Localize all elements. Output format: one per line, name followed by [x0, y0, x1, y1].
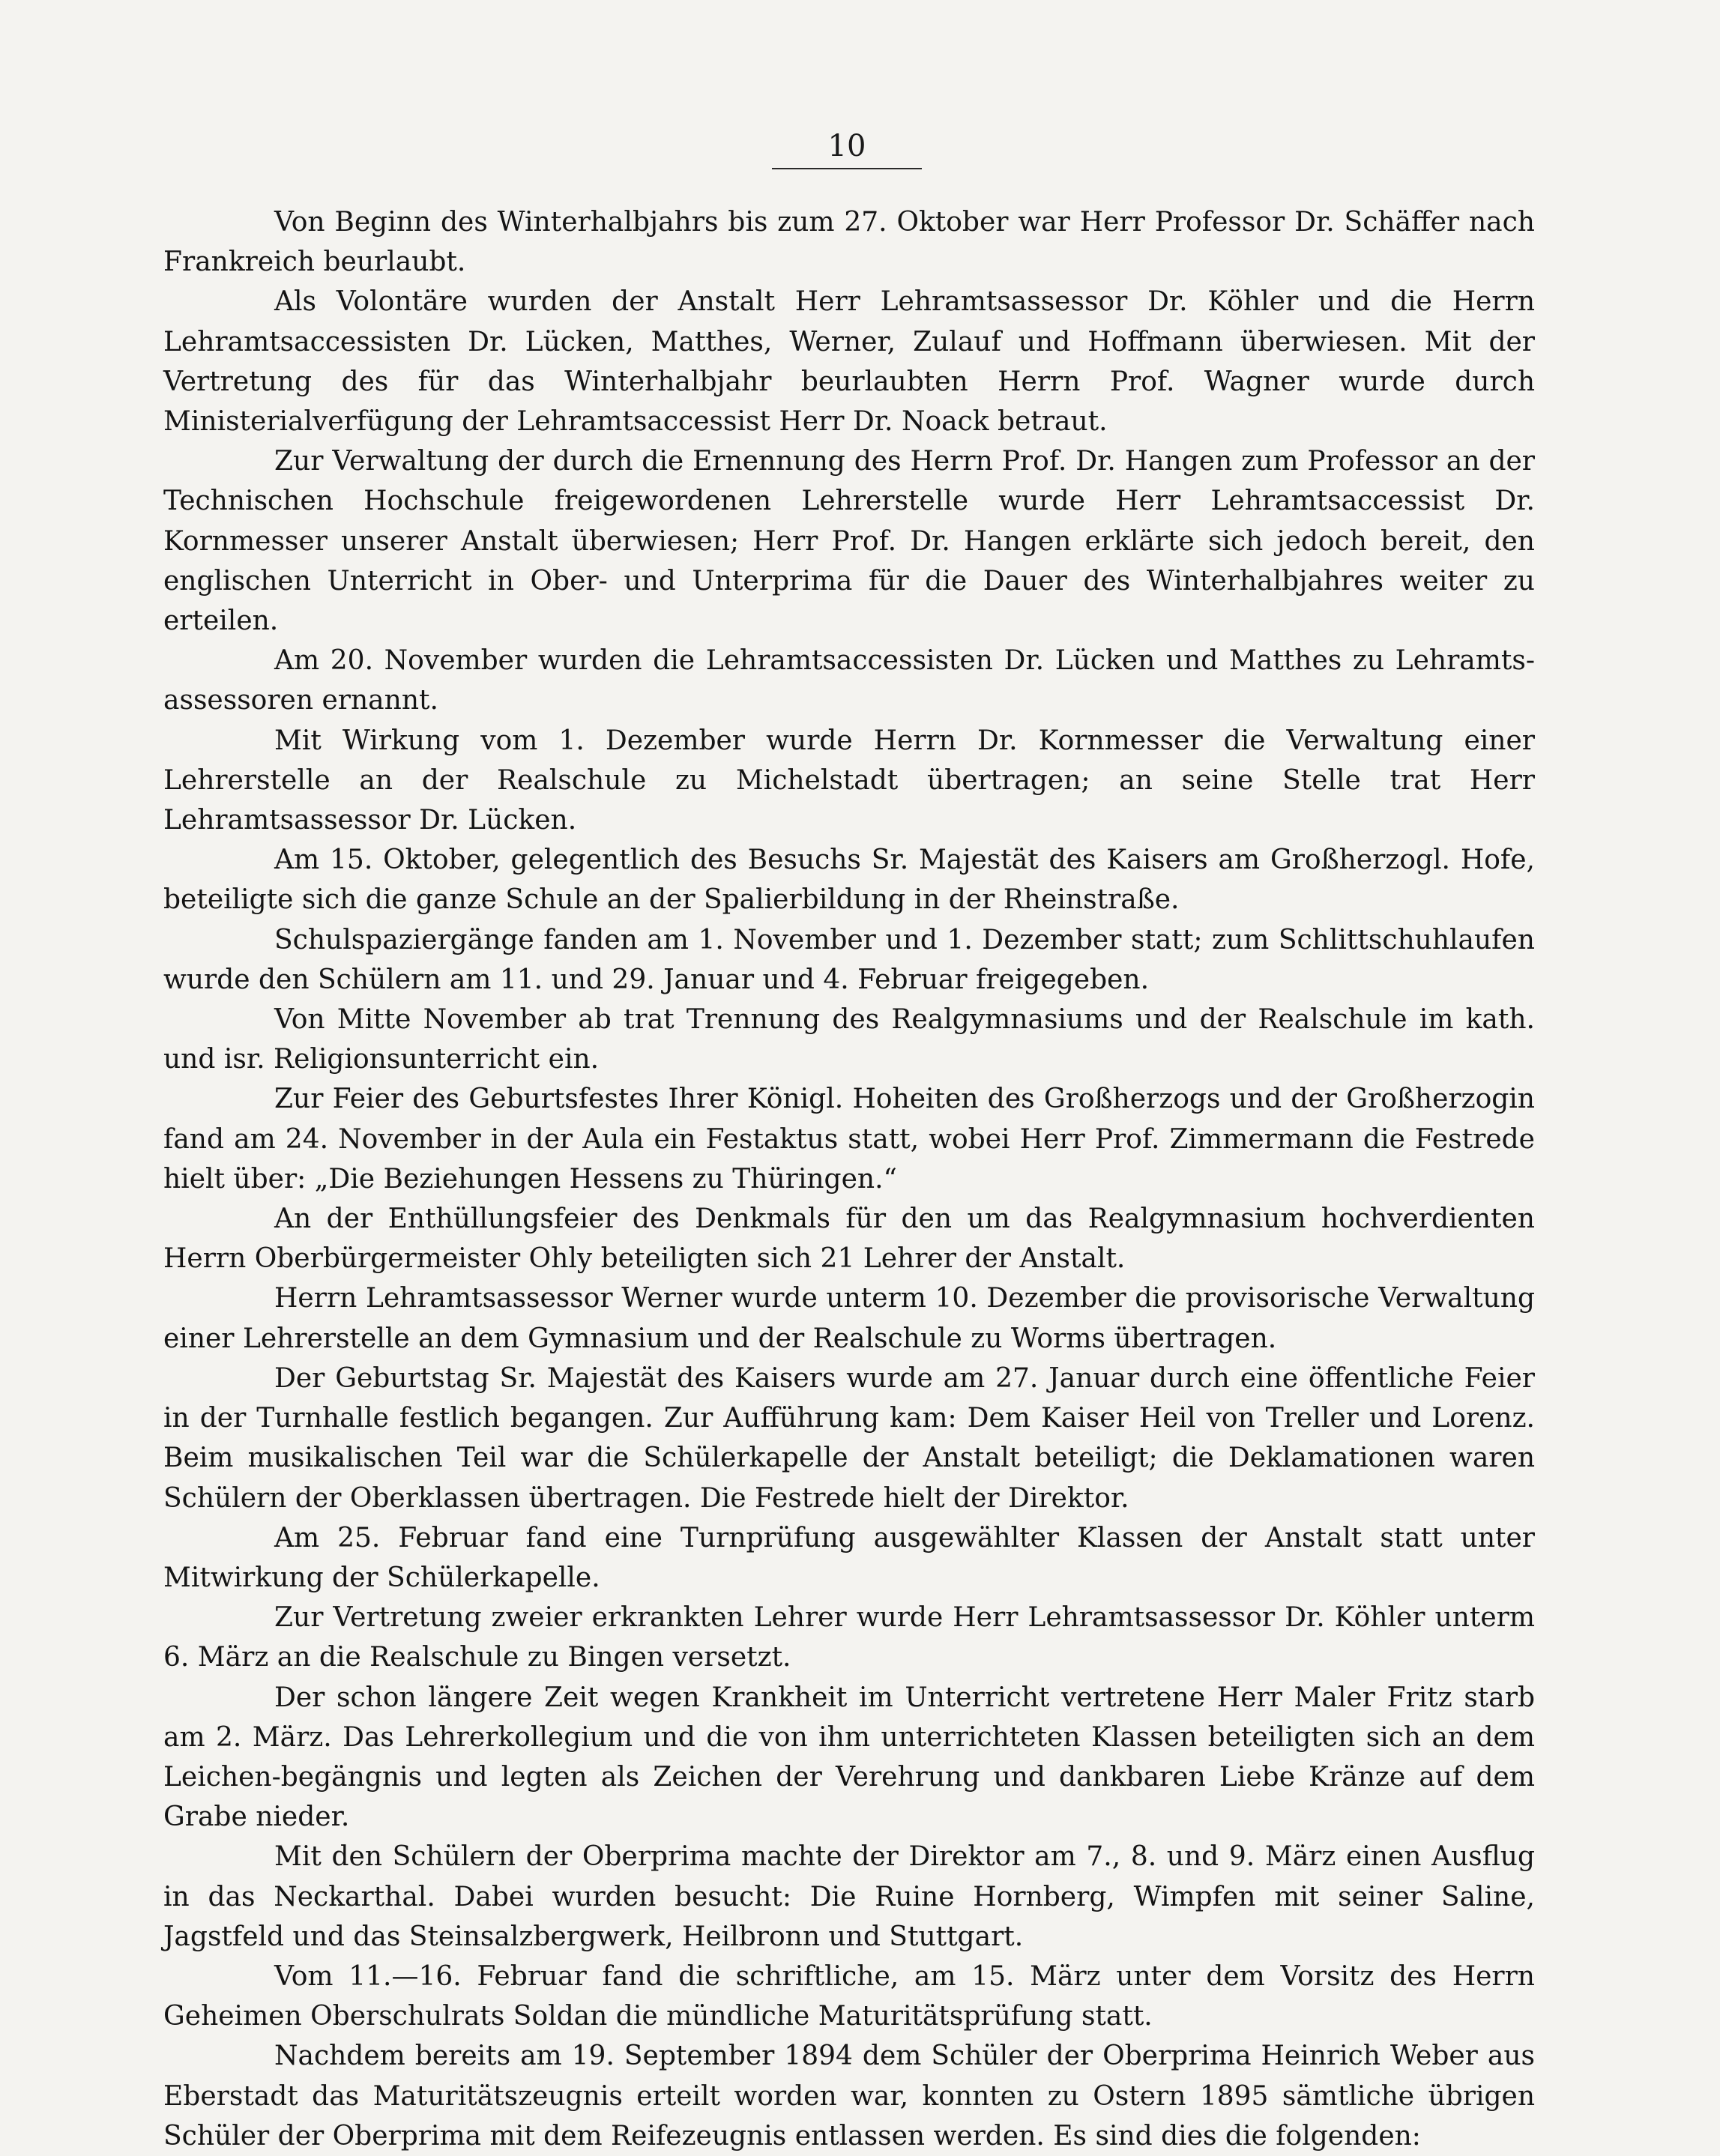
- page-number-rule: [772, 168, 922, 169]
- paragraph: Am 20. November wurden die Lehramtsaccessisten Dr. Lücken und Matthes zu Lehramts-assessoren ernannt.: [163, 645, 1535, 716]
- paragraph: Mit Wirkung vom 1. Dezember wurde Herrn Dr. Kornmesser die Verwaltung einer Lehrerstelle an der Realschule zu Michelstadt übertragen; an seine Stelle trat Herr Lehramtsassessor Dr. Lücken.: [163, 725, 1535, 836]
- paragraph: Am 15. Oktober, gelegentlich des Besuchs Sr. Majestät des Kaisers am Großherzogl. Hofe, beteiligte sich die ganze Schule an der Spalierbildung in der Rheinstraße.: [163, 845, 1535, 916]
- paragraph: An der Enthüllungsfeier des Denkmals für den um das Realgymnasium hochverdienten Herrn Oberbürgermeister Ohly beteiligten sich 21 Lehrer der Anstalt.: [163, 1204, 1535, 1275]
- paragraph: Herrn Lehramtsassessor Werner wurde unterm 10. Dezember die provisorische Verwaltung einer Lehrerstelle an dem Gymnasium und der Realschule zu Worms übertragen.: [163, 1283, 1535, 1354]
- paragraph: Der Geburtstag Sr. Majestät des Kaisers wurde am 27. Januar durch eine öffentliche Feier in der Turnhalle festlich begangen. Zur Aufführung kam: Dem Kaiser Heil von Treller und Lorenz. Beim musikalischen Teil war die Schülerkapelle der Anstalt beteiligt; die Deklamationen waren Schülern der Oberklassen übertragen. Die Festrede hielt der Direktor.: [163, 1362, 1535, 1514]
- paragraph: Mit den Schülern der Oberprima machte der Direktor am 7., 8. und 9. März einen Ausflug in das Neckarthal. Dabei wurden besucht: Die Ruine Hornberg, Wimpfen mit seiner Saline, Jagstfeld und das Steinsalzbergwerk, Heilbronn und Stuttgart.: [163, 1841, 1535, 1952]
- paragraph: Zur Verwaltung der durch die Ernennung des Herrn Prof. Dr. Hangen zum Professor an der Technischen Hochschule freigewordenen Lehrerstelle wurde Herr Lehramtsaccessist Dr. Kornmesser unserer Anstalt überwiesen; Herr Prof. Dr. Hangen erklärte sich jedoch bereit, den englischen Unterricht in Ober- und Unterprima für die Dauer des Winterhalbjahres weiter zu erteilen.: [163, 446, 1535, 637]
- paragraph: Der schon längere Zeit wegen Krankheit im Unterricht vertretene Herr Maler Fritz starb am 2. März. Das Lehrerkollegium und die von ihm unterrichteten Klassen beteiligten sich an dem Leichen-begängnis und legten als Zeichen der Verehrung und dankbaren Liebe Kränze auf dem Grabe nieder.: [163, 1682, 1535, 1833]
- paragraph: Schulspaziergänge fanden am 1. November und 1. Dezember statt; zum Schlittschuhlaufen wurde den Schülern am 11. und 29. Januar und 4. Februar freigegeben.: [163, 924, 1535, 995]
- paragraph: Als Volontäre wurden der Anstalt Herr Lehramtsassessor Dr. Köhler und die Herrn Lehramtsaccessisten Dr. Lücken, Matthes, Werner, Zulauf und Hoffmann überwiesen. Mit der Vertretung des für das Winterhalbjahr beurlaubten Herrn Prof. Wagner wurde durch Ministerialverfügung der Lehramtsaccessist Herr Dr. Noack betraut.: [163, 286, 1535, 438]
- paragraph: Am 25. Februar fand eine Turnprüfung ausgewählter Klassen der Anstalt statt unter Mitwirkung der Schülerkapelle.: [163, 1522, 1535, 1593]
- paragraph: Von Mitte November ab trat Trennung des Realgymnasiums und der Realschule im kath. und isr. Religionsunterricht ein.: [163, 1004, 1535, 1075]
- document-body: [163, 202, 1535, 2156]
- paragraph: Zur Vertretung zweier erkrankten Lehrer wurde Herr Lehramtsassessor Dr. Köhler unterm 6. März an die Realschule zu Bingen versetzt.: [163, 1602, 1535, 1673]
- paragraph: Nachdem bereits am 19. September 1894 dem Schüler der Oberprima Heinrich Weber aus Eberstadt das Maturitätszeugnis erteilt worden war, konnten zu Ostern 1895 sämtliche übrigen Schüler der Oberprima mit dem Reifezeugnis entlassen werden. Es sind dies die folgenden:: [163, 2041, 1535, 2152]
- paragraph: Von Beginn des Winterhalbjahrs bis zum 27. Oktober war Herr Professor Dr. Schäffer nach Frankreich beurlaubt.: [163, 207, 1535, 278]
- paragraph: Zur Feier des Geburtsfestes Ihrer Königl. Hoheiten des Großherzogs und der Großherzogin fand am 24. November in der Aula ein Festaktus statt, wobei Herr Prof. Zimmermann die Festrede hielt über: „Die Beziehungen Hessens zu Thüringen.“: [163, 1084, 1535, 1195]
- paragraph: Vom 11.—16. Februar fand die schriftliche, am 15. März unter dem Vorsitz des Herrn Geheimen Oberschulrats Soldan die mündliche Maturitätsprüfung statt.: [163, 1960, 1535, 2032]
- page-number: 10: [827, 129, 866, 163]
